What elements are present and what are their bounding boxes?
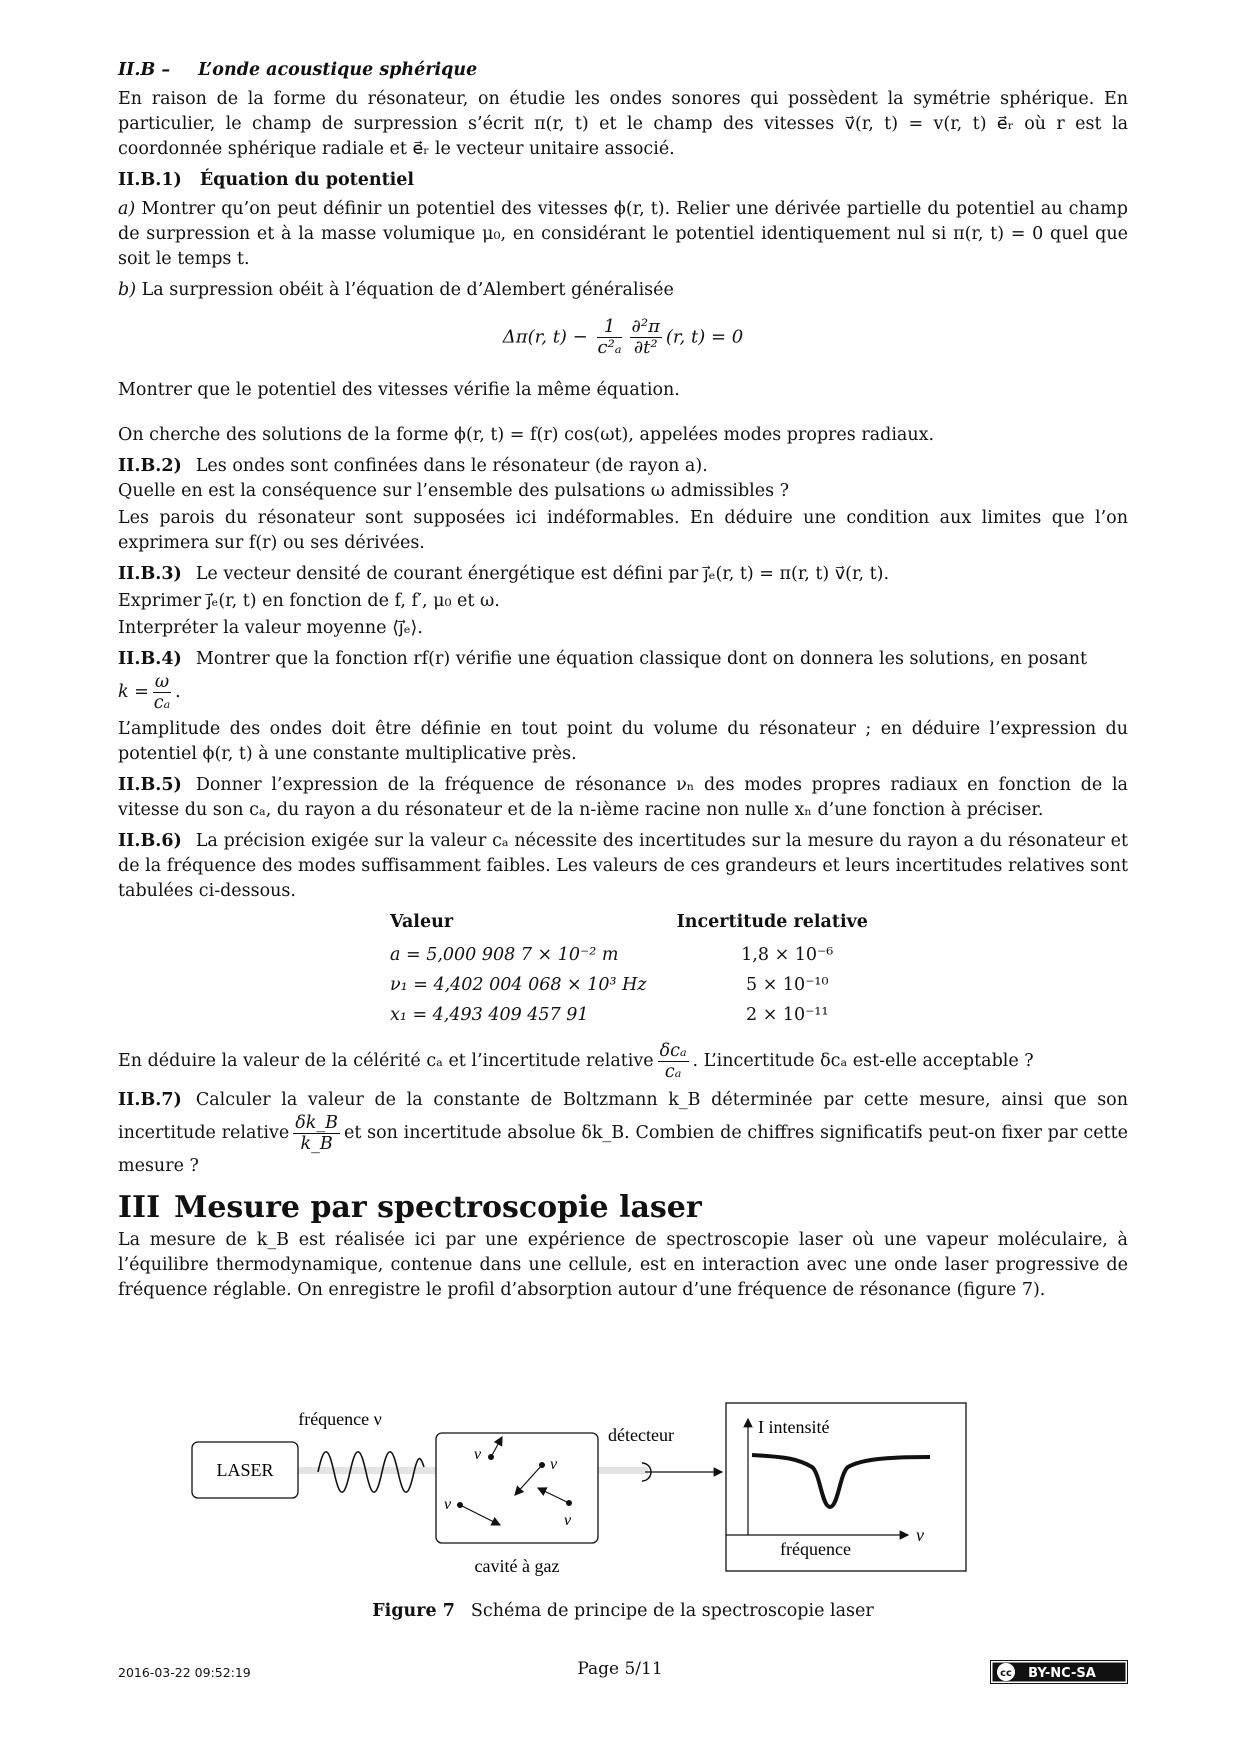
- page-content: [118, 58, 1128, 1309]
- k-period: .: [175, 682, 181, 702]
- intensity-label: I intensité: [758, 1417, 830, 1437]
- uncertainty-table: [390, 910, 898, 1031]
- figure-caption: [118, 1601, 1128, 1621]
- question-text: Montrer que la fonction rf(r) vérifie une équation classique dont on donnera les solutions, en posant: [195, 649, 1088, 669]
- question-b3-line2: Exprimer j⃗ₑ(r, t) en fonction de f, f′, μ₀ et ω.: [118, 591, 500, 611]
- caption-number: Figure 7: [372, 1601, 455, 1621]
- table-header-value: Valeur: [390, 912, 454, 932]
- cavity-label: cavité à gaz: [474, 1556, 560, 1576]
- question-text: En déduire la valeur de la célérité cₐ et l’incertitude relative: [118, 1051, 654, 1071]
- frac-den: cₐ: [153, 693, 171, 713]
- subsection-number: II.B.1): [118, 170, 182, 190]
- question-b6-ask: [118, 1041, 1128, 1082]
- frac-den: ∂t²: [633, 337, 658, 358]
- question-number: II.B.2): [118, 456, 182, 476]
- caption-text: Schéma de principe de la spectroscopie laser: [470, 1601, 874, 1621]
- question-b: [118, 278, 1128, 303]
- question-text: . L’incertitude δcₐ est-elle acceptable ?: [692, 1051, 1034, 1071]
- k-fraction: [153, 672, 171, 713]
- velocity-label: v⃗: [564, 1512, 584, 1529]
- frac-den: c²ₐ: [597, 337, 622, 358]
- table-cell-uncertainty: 2 × 10⁻¹¹: [746, 1005, 829, 1025]
- detector-label: détecteur: [608, 1425, 674, 1445]
- part-heading: [118, 1190, 1128, 1225]
- laser-label: LASER: [216, 1460, 274, 1480]
- question-number: II.B.7): [118, 1090, 182, 1110]
- question-b2-line2: Quelle en est la conséquence sur l’ensemble des pulsations ω admissibles ?: [118, 481, 790, 501]
- cc-text: cc: [1000, 1668, 1012, 1679]
- question-text: et son incertitude absolue δk_B. Combien de chiffres significatifs peut-on fixer par cette mesure ?: [118, 1123, 1128, 1176]
- x-axis-label: fréquence: [780, 1539, 851, 1559]
- kb-fraction: [293, 1113, 340, 1154]
- b1-conclusion: Montrer que le potentiel des vitesses vérifie la même équation.: [118, 380, 680, 400]
- timestamp: 2016-03-22 09:52:19: [118, 1665, 251, 1680]
- table-cell-uncertainty: 5 × 10⁻¹⁰: [746, 975, 829, 995]
- section-heading: [118, 58, 1128, 83]
- dalembert-equation: [118, 317, 1128, 358]
- question-text: Montrer qu’on peut définir un potentiel des vitesses ϕ(r, t). Relier une dérivée partielle du potentiel au champ de surpression et à la masse volumique μ₀, en considérant le potentiel identiquement nul si π(r, t) = 0 quel que soit le temps t.: [118, 199, 1128, 269]
- table-cell-value: x₁ = 4,493 409 457 91: [390, 1005, 589, 1025]
- license-text: BY-NC-SA: [1028, 1666, 1096, 1681]
- k-definition: k =: [118, 682, 149, 702]
- modes-paragraph: On cherche des solutions de la forme ϕ(r, t) = f(r) cos(ωt), appelées modes propres radiaux.: [118, 425, 935, 445]
- question-b4-line2: L’amplitude des ondes doit être définie en tout point du volume du résonateur ; en déduire l’expression du potentiel ϕ(r, t) à une constante multiplicative près.: [118, 719, 1128, 764]
- question-b2-line3: Les parois du résonateur sont supposées ici indéformables. En déduire une condition aux limites que l’on exprimera sur f(r) ou ses dérivées.: [118, 508, 1128, 553]
- relative-unc-fraction: [658, 1041, 689, 1082]
- question-number: II.B.4): [118, 649, 182, 669]
- subsection-title: Équation du potentiel: [199, 170, 415, 190]
- frac-den: cₐ: [664, 1062, 682, 1082]
- question-b5: [118, 773, 1128, 823]
- question-text: Le vecteur densité de courant énergétique est défini par j⃗ₑ(r, t) = π(r, t) v⃗(r, t).: [195, 564, 890, 584]
- question-text: Les ondes sont confinées dans le résonateur (de rayon a).: [195, 456, 708, 476]
- part-number: III: [118, 1190, 161, 1225]
- question-a: [118, 197, 1128, 272]
- eq-right: (r, t) = 0: [665, 326, 744, 348]
- velocity-label: v⃗: [550, 1456, 570, 1473]
- table-cell-value: a = 5,000 908 7 × 10⁻² m: [390, 945, 619, 965]
- intro-paragraph: En raison de la forme du résonateur, on étudie les ondes sonores qui possèdent la symétrie sphérique. En particulier, le champ de surpression s’écrit π(r, t) et le champ des vitesses v⃗(r, t) = v(r, t) e⃗ᵣ où r est la coordonnée sphérique radiale et e⃗ᵣ le vecteur unitaire associé.: [118, 89, 1128, 159]
- table-header-uncertainty: Incertitude relative: [676, 912, 868, 932]
- frequency-label: fréquence ν: [298, 1409, 382, 1429]
- question-label: a): [118, 199, 136, 219]
- question-label: b): [118, 280, 137, 300]
- question-b4: [118, 647, 1128, 713]
- question-text: Donner l’expression de la fréquence de résonance νₙ des modes propres radiaux en fonction de la vitesse du son cₐ, du rayon a du résonateur et de la n-ième racine non nulle xₙ d’une fonction à préciser.: [118, 775, 1128, 820]
- table-row: [390, 1001, 898, 1031]
- frac-num: ∂²π: [631, 316, 660, 337]
- eq-left: Δπ(r, t) −: [502, 326, 588, 348]
- frac-num: δk_B: [295, 1113, 339, 1133]
- question-text: La précision exigée sur la valeur cₐ nécessite des incertitudes sur la mesure du rayon a du résonateur et de la fréquence des modes suffisamment faibles. Les valeurs de ces grandeurs et leurs incertitudes relatives sont tabulées ci-dessous.: [118, 831, 1128, 901]
- table-cell-uncertainty: 1,8 × 10⁻⁶: [741, 945, 834, 965]
- subsection-b1-heading: [118, 168, 1128, 193]
- eq-fraction-2: [630, 317, 662, 358]
- section-number: II.B –: [118, 60, 171, 80]
- cc-license-badge: [990, 1660, 1128, 1684]
- frac-den: k_B: [300, 1134, 333, 1154]
- table-header-row: [390, 910, 898, 941]
- question-b3-line3: Interpréter la valeur moyenne ⟨j⃗ₑ⟩.: [118, 618, 423, 638]
- question-number: II.B.6): [118, 831, 182, 851]
- velocity-label: v⃗: [474, 1446, 494, 1463]
- table-row: [390, 971, 898, 1001]
- question-text: La surpression obéit à l’équation de d’Alembert généralisée: [141, 280, 674, 300]
- spectroscopy-diagram: [118, 1395, 1128, 1595]
- question-b2: [118, 454, 1128, 479]
- part-title: Mesure par spectroscopie laser: [174, 1190, 702, 1225]
- figure-7: [118, 1395, 1128, 1625]
- page-number: Page 5/11: [577, 1659, 663, 1679]
- frac-num: δcₐ: [659, 1041, 687, 1061]
- eq-fraction-1: [597, 317, 621, 358]
- question-text: Calculer la valeur de la constante de Boltzmann k_B déterminée par cette mesure, ainsi que son incertitude relative: [118, 1090, 1128, 1143]
- question-number: II.B.3): [118, 564, 182, 584]
- question-b7: [118, 1088, 1128, 1179]
- table-row: [390, 941, 898, 971]
- velocity-label: v⃗: [444, 1496, 464, 1513]
- section-title: L’onde acoustique sphérique: [198, 60, 478, 80]
- table-cell-value: ν₁ = 4,402 004 068 × 10³ Hz: [390, 975, 647, 995]
- frac-num: ω: [154, 672, 170, 692]
- frac-num: 1: [597, 317, 621, 338]
- question-b6: [118, 829, 1128, 904]
- question-number: II.B.5): [118, 775, 182, 795]
- nu-label: ν: [916, 1525, 924, 1545]
- question-b3: [118, 562, 1128, 587]
- part3-paragraph: La mesure de k_B est réalisée ici par une expérience de spectroscopie laser où une vapeur moléculaire, à l’équilibre thermodynamique, contenue dans une cellule, est en interaction avec une onde laser progressive de fréquence réglable. On enregistre le profil d’absorption autour d’une fréquence de résonance (figure 7).: [118, 1230, 1128, 1300]
